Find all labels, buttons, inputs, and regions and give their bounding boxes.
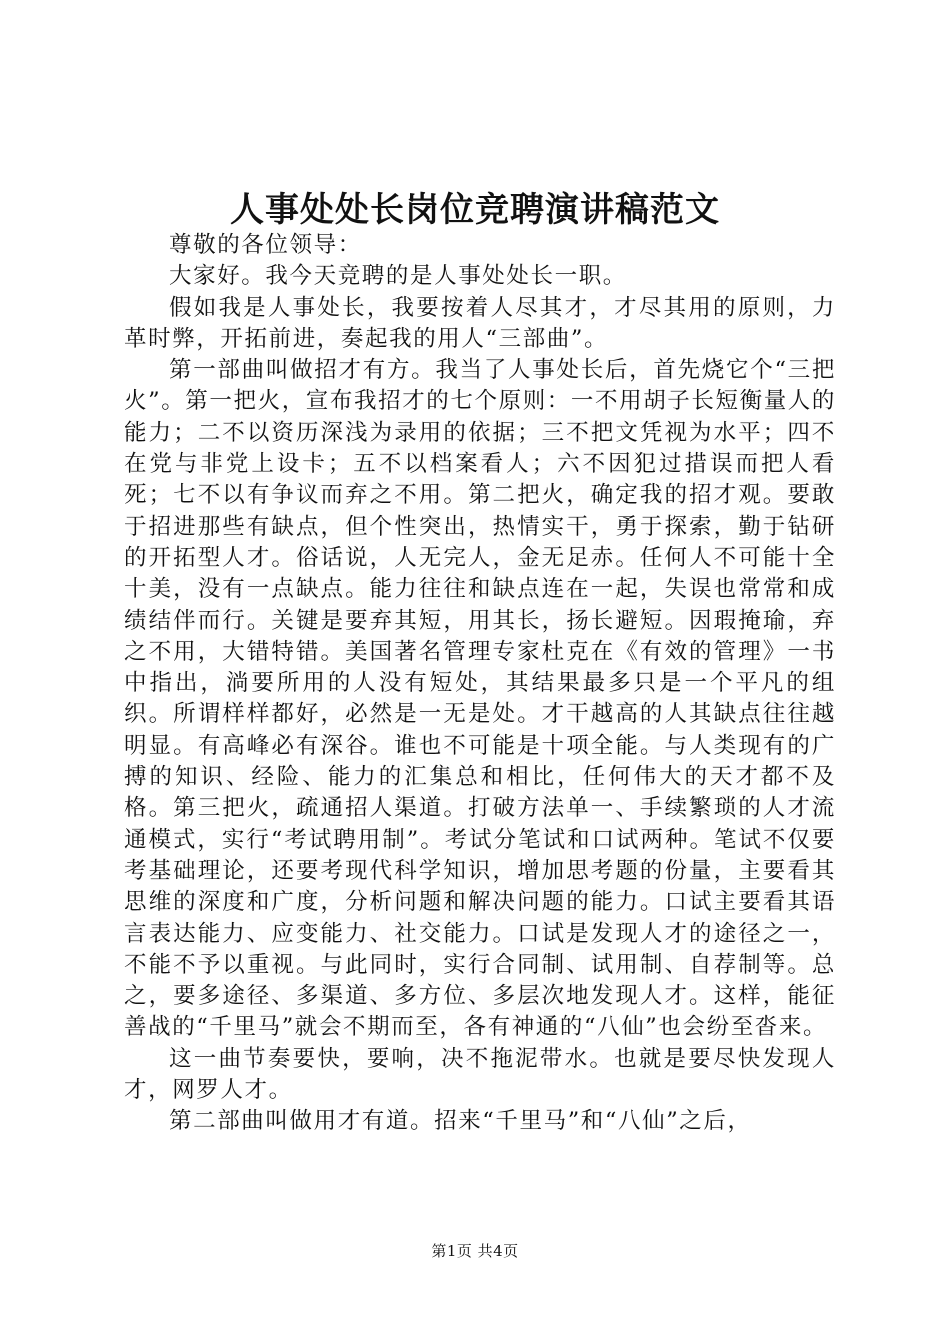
tempo-paragraph: 这一曲节奏要快，要响，决不拖泥带水。也就是要尽快发现人才，网罗人才。 bbox=[124, 1045, 836, 1104]
second-movement-paragraph: 第二部曲叫做用才有道。招来“千里马”和“八仙”之后， bbox=[169, 1108, 752, 1135]
document-title: 人事处处长岗位竞聘演讲稿范文 bbox=[230, 190, 720, 230]
greeting-paragraph: 尊敬的各位领导： bbox=[169, 232, 362, 258]
page-number-footer: 第1页 共4页 bbox=[431, 1242, 519, 1260]
document-body bbox=[124, 230, 836, 1138]
premise-paragraph: 假如我是人事处长，我要按着人尽其才，才尽其用的原则，力革时弊，开拓前进，奏起我的用人“三部曲”。 bbox=[124, 294, 836, 352]
intro-paragraph: 大家好。我今天竞聘的是人事处处长一职。 bbox=[169, 263, 627, 290]
first-movement-paragraph: 第一部曲叫做招才有方。我当了人事处长后，首先烧它个“三把火”。第一把火，宣布我招才的七个原则：一不用胡子长短衡量人的能力；二不以资历深浅为录用的依据；三不把文凭视为水平；四不在党与非党上设卡；五不以档案看人；六不因犯过措误而把人看死；七不以有争议而弃之不用。第二把火，确定我的招才观。要敢于招进那些有缺点，但个性突出，热情实干，勇于探索，勤于钻研的开拓型人才。俗话说，人无完人，金无足赤。任何人不可能十全十美，没有一点缺点。能力往往和缺点连在一起，失误也常常和成绩结伴而行。关键是要弃其短，用其长，扬长避短。因瑕掩瑜，弃之不用，大错特错。美国著名管理专家杜克在《有效的管理》一书中指出，淌要所用的人没有短处，其结果最多只是一个平凡的组织。所谓样样都好，必然是一无是处。才干越高的人其缺点往往越明显。有高峰必有深谷。谁也不可能是十项全能。与人类现有的广搏的知识、经险、能力的汇集总和相比，任何伟大的天才都不及格。第三把火，疏通招人渠道。打破方法单一、手续繁琐的人才流通模式，实行“考试聘用制”。考试分笔试和口试两种。笔试不仅要考基础理论，还要考现代科学知识，增加思考题的份量，主要看其思维的深度和广度，分析问题和解决问题的能力。口试主要看其语言表达能力、应变能力、社交能力。口试是发现人才的途径之一，不能不予以重视。与此同时，实行合同制、试用制、自荐制等。总之，要多途径、多渠道、多方位、多层次地发现人才。这样，能征善战的“千里马”就会不期而至，各有神通的“八仙”也会纷至沓来。 bbox=[124, 357, 837, 1041]
